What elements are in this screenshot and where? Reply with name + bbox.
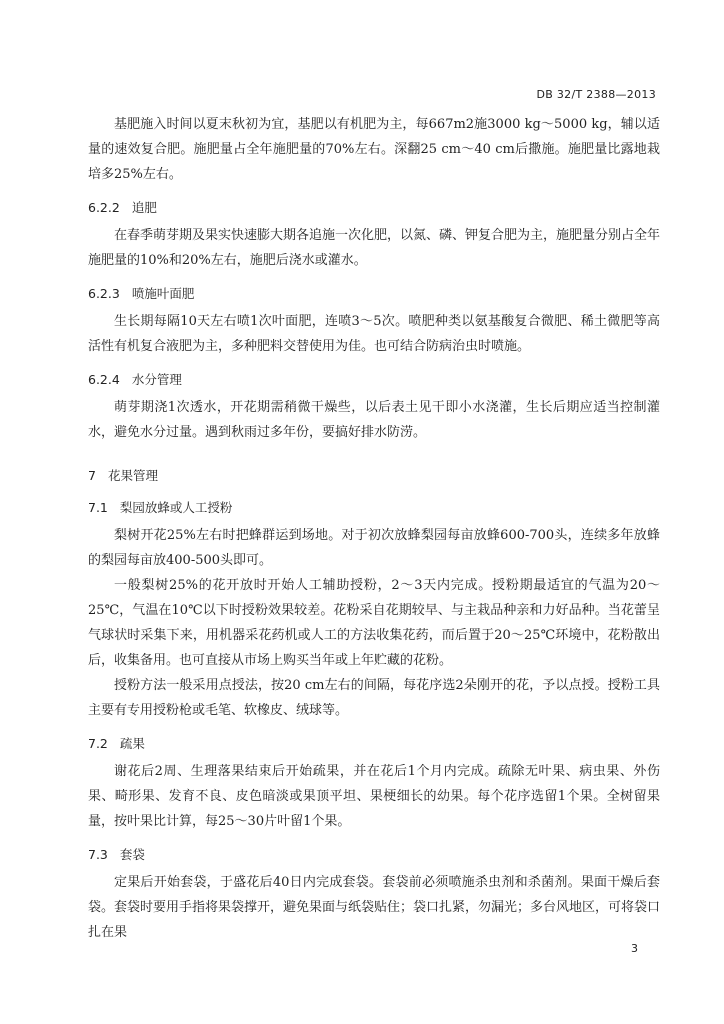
section-6-2-4-heading bbox=[88, 369, 660, 391]
section-number: 7.2 bbox=[88, 736, 108, 751]
section-6-2-2-heading bbox=[88, 197, 660, 219]
document-body bbox=[88, 112, 660, 945]
section-7-heading bbox=[88, 465, 660, 487]
section-number: 6.2.3 bbox=[88, 286, 120, 301]
section-7-1-paragraph-3: 授粉方法一般采用点授法，按20 cm左右的间隔，每花序选2朵刚开的花，予以点授。授粉工具主要有专用授粉枪或毛笔、软橡皮、绒球等。 bbox=[88, 678, 660, 718]
section-6-2-2-paragraph: 在春季萌芽期及果实快速膨大期各追施一次化肥，以氮、磷、钾复合肥为主，施肥量分别占全年施肥量的10%和20%左右，施肥后浇水或灌水。 bbox=[88, 228, 661, 268]
section-title: 喷施叶面肥 bbox=[131, 286, 195, 301]
section-7-1-paragraph-1: 梨树开花25%左右时把蜂群运到场地。对于初次放蜂梨园每亩放蜂600-700头，连续多年放蜂的梨园每亩放400-500头即可。 bbox=[88, 528, 660, 568]
section-number: 6.2.4 bbox=[88, 372, 120, 387]
section-number: 7.3 bbox=[88, 847, 108, 862]
section-number: 7 bbox=[88, 468, 96, 483]
basal-fertilizer-paragraph: 基肥施入时间以夏末秋初为宜，基肥以有机肥为主，每667m2施3000 kg～5000 kg，辅以适量的速效复合肥。施肥量占全年施肥量的70%左右。深翻25 cm～40 cm后撒施。施肥量比露地栽培多25%左右。 bbox=[88, 117, 660, 182]
section-number: 7.1 bbox=[88, 500, 108, 515]
section-title: 疏果 bbox=[119, 736, 145, 751]
section-7-2-paragraph: 谢花后2周、生理落果结束后开始疏果，并在花后1个月内完成。疏除无叶果、病虫果、外伤果、畸形果、发育不良、皮色暗淡或果顶平坦、果梗细长的幼果。每个花序选留1个果。全树留果量，按叶果比计算，每25～30片叶留1个果。 bbox=[88, 764, 660, 829]
section-6-2-4-paragraph: 萌芽期浇1次透水，开花期需稍微干燥些，以后表土见干即小水浇灌，生长后期应适当控制灌水，避免水分过量。遇到秋雨过多年份，要搞好排水防涝。 bbox=[88, 400, 660, 440]
section-6-2-3-paragraph: 生长期每隔10天左右喷1次叶面肥，连喷3～5次。喷肥种类以氨基酸复合微肥、稀土微肥等高活性有机复合液肥为主，多种肥料交替使用为佳。也可结合防病治虫时喷施。 bbox=[88, 314, 660, 354]
section-6-2-3-heading bbox=[88, 283, 660, 305]
section-7-1-paragraph-2: 一般梨树25%的花开放时开始人工辅助授粉，2～3天内完成。授粉期最适宜的气温为20～25℃，气温在10℃以下时授粉效果较差。花粉采自花期较早、与主栽品种亲和力好品种。当花蕾呈气球状时采集下来，用机器采花药机或人工的方法收集花药，而后置于20～25℃环境中，花粉散出后，收集备用。也可直接从市场上购买当年或上年贮藏的花粉。 bbox=[88, 578, 660, 668]
section-title: 水分管理 bbox=[131, 372, 182, 387]
section-7-1-heading bbox=[88, 497, 660, 519]
page-number: 3 bbox=[631, 942, 638, 955]
section-7-3-heading bbox=[88, 844, 660, 866]
section-number: 6.2.2 bbox=[88, 200, 120, 215]
section-7-3-paragraph: 定果后开始套袋，于盛花后40日内完成套袋。套袋前必须喷施杀虫剂和杀菌剂。果面干燥后套袋。套袋时要用手指将果袋撑开，避免果面与纸袋贴住；袋口扎紧，勿漏光；多台风地区，可将袋口扎在果 bbox=[88, 875, 661, 940]
section-title: 花果管理 bbox=[107, 468, 158, 483]
section-title: 追肥 bbox=[131, 200, 157, 215]
section-7-2-heading bbox=[88, 733, 660, 755]
standard-code: DB 32/T 2388—2013 bbox=[536, 88, 656, 101]
section-title: 梨园放蜂或人工授粉 bbox=[119, 500, 233, 515]
section-title: 套袋 bbox=[119, 847, 145, 862]
